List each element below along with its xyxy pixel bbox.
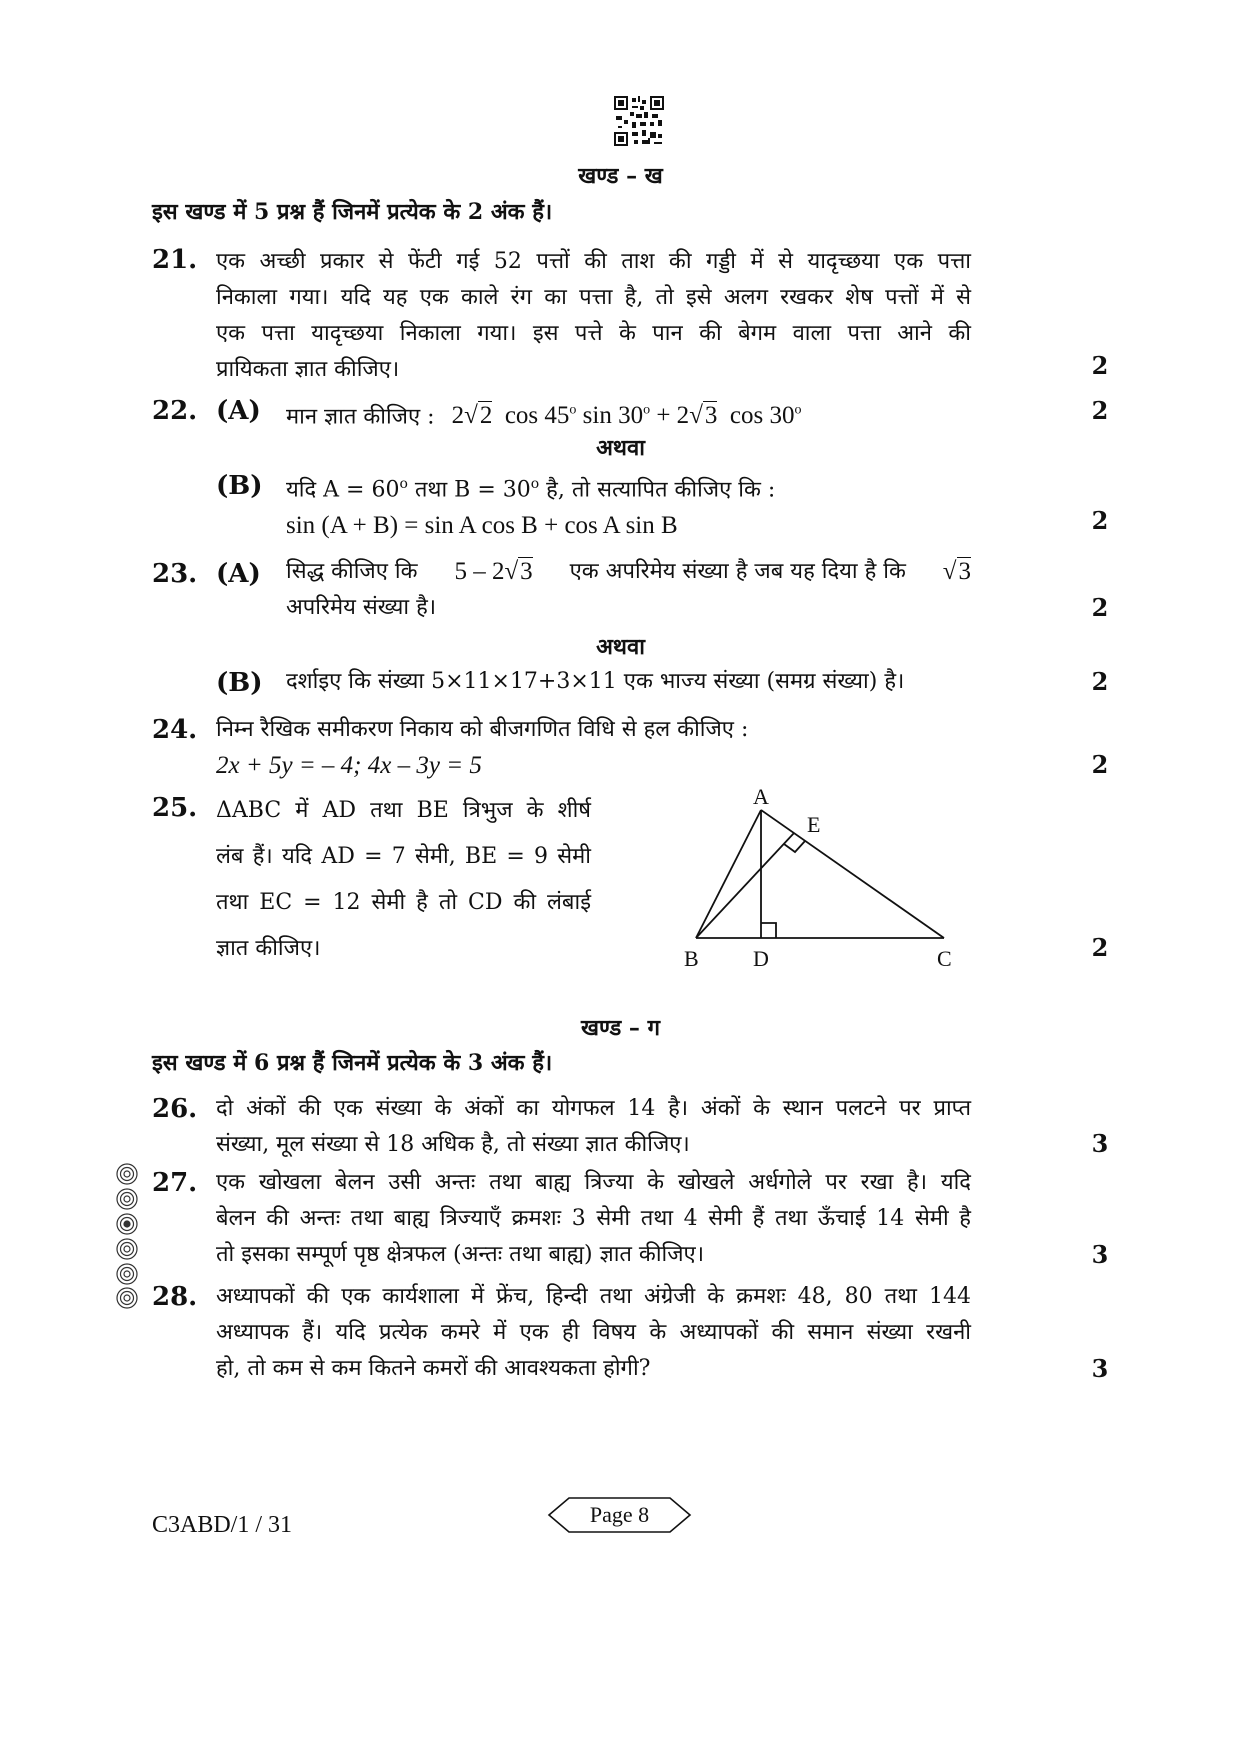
- question-23-b-text: दर्शाइए कि संख्या 5×11×17+3×11 एक भाज्य संख्या (समग्र संख्या) है।: [286, 669, 905, 694]
- question-21-line: निकाला गया। यदि यह एक काले रंग का पत्ता है, तो इसे अलग रखकर शेष पत्तों में से: [216, 285, 971, 310]
- question-23-a-text: सिद्ध कीजिए कि 5 – 2√3 एक अपरिमेय संख्या है जब यह दिया है कि √3 अपरिमेय संख्या है।: [286, 558, 971, 620]
- question-number-23: 23.: [152, 559, 198, 589]
- question-number-27: 27.: [152, 1168, 198, 1198]
- side-ab: [696, 810, 761, 938]
- question-23-b-marks: 2: [1091, 667, 1109, 696]
- question-28-marks: 3: [1091, 1354, 1109, 1383]
- question-21-marks: 2: [1091, 351, 1109, 380]
- right-angle-e: [784, 841, 805, 852]
- question-27-marks: 3: [1091, 1240, 1109, 1269]
- option-a-label: (A): [216, 559, 261, 589]
- question-26-marks: 3: [1091, 1129, 1109, 1158]
- question-22-a-instruction: मान ज्ञात कीजिए :: [286, 404, 435, 430]
- option-b-label: (B): [216, 471, 263, 501]
- question-22-a-marks: 2: [1091, 396, 1109, 425]
- option-a-label: (A): [216, 396, 261, 426]
- question-24-equations: 2x + 5y = – 4; 4x – 3y = 5: [216, 752, 482, 779]
- question-21-line: एक अच्छी प्रकार से फेंटी गई 52 पत्तों की ताश की गड्डी में से यादृच्छया एक पत्ता: [216, 249, 971, 274]
- paper-code: C3ABD/1 / 31: [152, 1512, 293, 1538]
- question-number-25: 25.: [152, 793, 198, 823]
- option-b-label: (B): [216, 668, 263, 698]
- right-angle-d: [761, 923, 776, 938]
- section-c-instruction: इस खण्ड में 6 प्रश्न हैं जिनमें प्रत्येक के 3 अंक हैं।: [152, 1050, 553, 1076]
- question-21-text: [216, 244, 971, 388]
- vertex-a-label: A: [753, 784, 769, 809]
- side-ac: [761, 810, 944, 938]
- question-23-a-marks: 2: [1091, 593, 1109, 622]
- question-number-26: 26.: [152, 1094, 198, 1124]
- question-26-text: दो अंकों की एक संख्या के अंकों का योगफल 14 है। अंकों के स्थान पलटने पर प्राप्त संख्या, मूल संख्या से 18 अधिक है, तो संख्या ज्ञात कीजिए।: [216, 1096, 971, 1157]
- or-divider: अथवा: [596, 435, 645, 461]
- vertex-b-label: B: [684, 946, 699, 971]
- question-24-marks: 2: [1091, 750, 1109, 779]
- question-22-b-identity: sin (A + B) = sin A cos B + cos A sin B: [286, 512, 678, 540]
- question-24-text: निम्न रैखिक समीकरण निकाय को बीजगणित विधि से हल कीजिए : 2x + 5y = – 4; 4x – 3y = 5: [216, 712, 748, 784]
- question-22-a-expression: 2√2 cos 45$^o$ sin 30$^o$ + 2√3 cos 30$^o$: [451, 402, 802, 430]
- question-22-a-text: [286, 393, 802, 435]
- page-number-badge: [547, 1496, 692, 1534]
- section-b-title: खण्ड – ख: [578, 163, 663, 189]
- qr-code: [614, 96, 664, 146]
- section-b-instruction: इस खण्ड में 5 प्रश्न हैं जिनमें प्रत्येक के 2 अंक हैं।: [152, 199, 553, 225]
- vertex-d-label: D: [753, 946, 769, 971]
- question-number-24: 24.: [152, 715, 198, 745]
- triangle-figure: [680, 780, 960, 980]
- section-c-title: खण्ड – ग: [581, 1015, 660, 1041]
- question-25-marks: 2: [1091, 933, 1109, 962]
- question-21-line: प्रायिकता ज्ञात कीजिए।: [216, 357, 400, 382]
- question-22-b-line: यदि $A = 60^o$ तथा $B = 30^o$ है, तो सत्यापित कीजिए कि :: [286, 476, 776, 503]
- altitude-be: [696, 833, 794, 938]
- question-22-b-marks: 2: [1091, 506, 1109, 535]
- question-number-22: 22.: [152, 396, 198, 426]
- question-number-28: 28.: [152, 1282, 198, 1312]
- vertex-c-label: C: [937, 946, 952, 971]
- or-divider: अथवा: [596, 634, 645, 660]
- vertex-e-label: E: [807, 812, 821, 837]
- spiral-security-mark: [112, 1162, 142, 1310]
- page-number: Page 8: [589, 1502, 650, 1527]
- question-number-21: 21.: [152, 245, 198, 275]
- question-21-line: एक पत्ता यादृच्छया निकाला गया। इस पत्ते के पान की बेगम वाला पत्ता आने की: [216, 321, 971, 346]
- question-27-text: एक खोखला बेलन उसी अन्तः तथा बाह्य त्रिज्या के खोखले अर्धगोले पर रखा है। यदि बेलन की अन्तः तथा बाह्य त्रिज्याएँ क्रमशः 3 सेमी तथा 4 सेमी हैं तथा ऊँचाई 14 सेमी है तो इसका सम्पूर्ण पृष्ठ क्षेत्रफल (अन्तः तथा बाह्य) ज्ञात कीजिए।: [216, 1170, 971, 1267]
- question-25-text: ΔABC में AD तथा BE त्रिभुज के शीर्ष लंब हैं। यदि AD = 7 सेमी, BE = 9 सेमी तथा EC = 12 सेमी है तो CD की लंबाई ज्ञात कीजिए।: [216, 798, 591, 961]
- question-28-text: अध्यापकों की एक कार्यशाला में फ्रेंच, हिन्दी तथा अंग्रेजी के क्रमशः 48, 80 तथा 144 अध्यापक हैं। यदि प्रत्येक कमरे में एक ही विषय के अध्यापकों की समान संख्या रखनी हो, तो कम से कम कितने कमरों की आवश्यकता होगी?: [216, 1284, 971, 1381]
- question-22-b-text: [286, 466, 775, 544]
